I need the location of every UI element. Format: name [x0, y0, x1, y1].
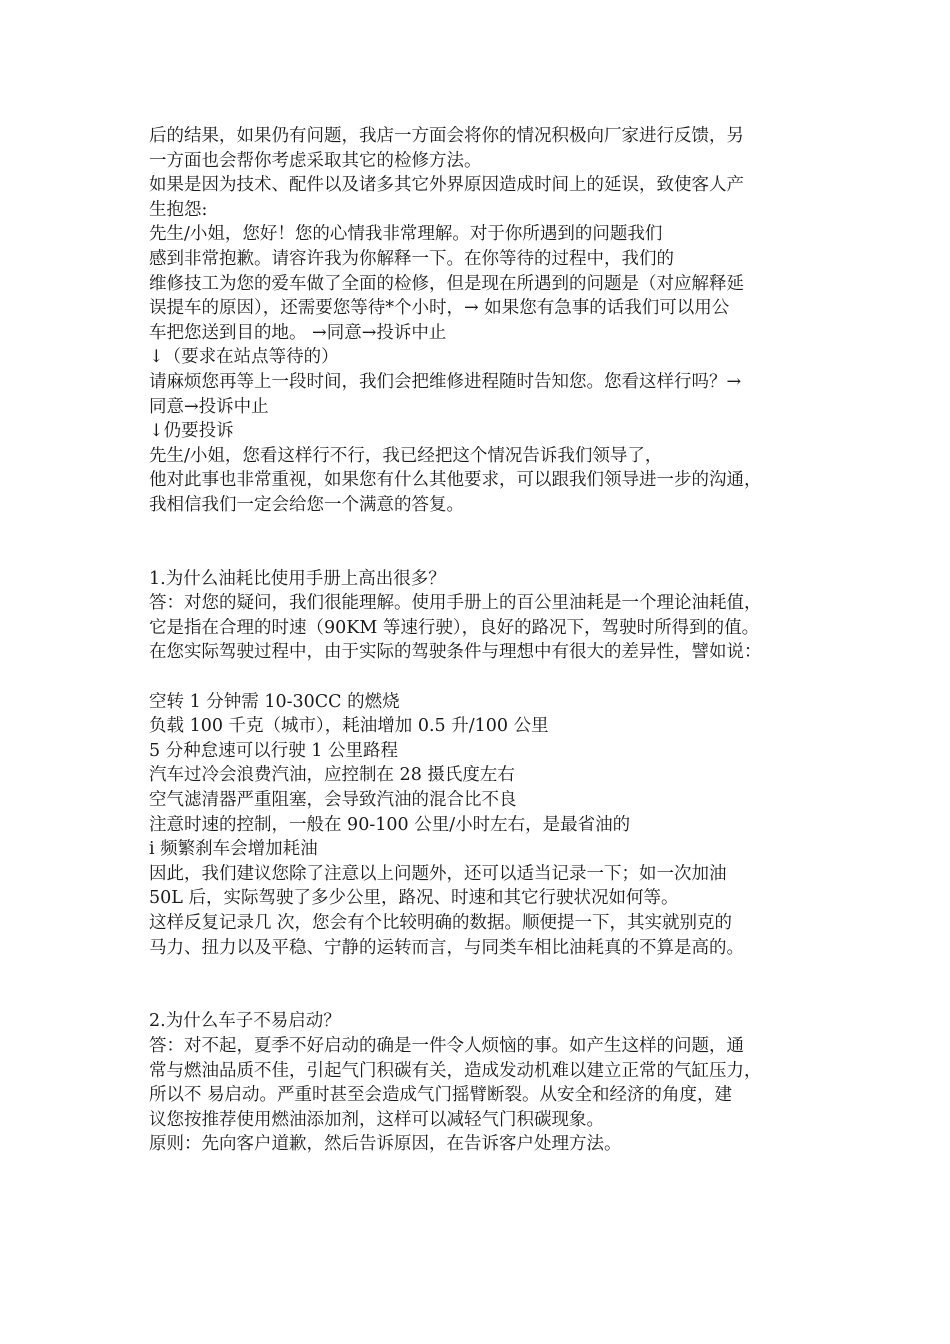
text-line: 感到非常抱歉。请容许我为你解释一下。在你等待的过程中，我们的: [149, 248, 674, 269]
text-line: 在您实际驾驶过程中，由于实际的驾驶条件与理想中有很大的差异性，譬如说：: [149, 642, 762, 663]
text-line: 2.为什么车子不易启动？: [149, 1011, 341, 1032]
text-line: 原则：先向客户道歉，然后告诉原因，在告诉客户处理方法。: [149, 1134, 622, 1155]
text-line: 一方面也会帮你考虑采取其它的检修方法。: [149, 150, 482, 171]
text-line: 马力、扭力以及平稳、宁静的运转而言，与同类车相比油耗真的不算是高的。: [149, 937, 744, 958]
text-line: 生抱怨:: [149, 199, 208, 220]
text-line: ↓（要求在站点等待的）: [149, 347, 339, 368]
text-line: 答：对不起，夏季不好启动的确是一件令人烦恼的事。如产生这样的问题，通: [149, 1035, 744, 1056]
text-line: 5 分种怠速可以行驶 1 公里路程: [149, 740, 398, 761]
blank-line: [149, 542, 819, 567]
blank-line: [149, 665, 819, 690]
text-line: 误提车的原因），还需要您等待*个小时，→ 如果您有急事的话我们可以用公: [149, 298, 730, 319]
text-line: 我相信我们一定会给您一个满意的答复。: [149, 494, 464, 515]
text-line: 维修技工为您的爱车做了全面的检修，但是现在所遇到的问题是（对应解释延: [149, 273, 744, 294]
text-line: 先生/小姐，您看这样行不行，我已经把这个情况告诉我们领导了，: [149, 445, 663, 466]
text-line: 负载 100 千克（城市），耗油增加 0.5 升/100 公里: [149, 716, 549, 737]
text-line: ↓仍要投诉: [149, 421, 234, 442]
text-line: 请麻烦您再等上一段时间，我们会把维修进程随时告知您。您看这样行吗？→: [149, 371, 742, 392]
blank-line: [149, 518, 819, 543]
text-line: i 频繁刹车会增加耗油: [149, 839, 318, 860]
text-line: 所以不 易启动。严重时甚至会造成气门摇臂断裂。从安全和经济的角度，建: [149, 1085, 733, 1106]
text-line: 因此，我们建议您除了注意以上问题外，还可以适当记录一下；如一次加油: [149, 863, 727, 884]
text-line: 汽车过冷会浪费汽油，应控制在 28 摄氏度左右: [149, 765, 515, 786]
text-line: 后的结果，如果仍有问题，我店一方面会将你的情况积极向厂家进行反馈，另: [149, 126, 744, 146]
text-line: 这样反复记录几 次，您会有个比较明确的数据。顺便提一下，其实就别克的: [149, 913, 733, 933]
text-line: 同意→投诉中止: [149, 396, 269, 417]
text-line: 他对此事也非常重视，如果您有什么其他要求，可以跟我们领导进一步的沟通，: [149, 470, 762, 491]
text-line: 空转 1 分钟需 10-30CC 的燃烧: [149, 691, 400, 712]
text-line: 50L 后，实际驾驶了多少公里，路况、时速和其它行驶状况如何等。: [149, 888, 679, 909]
text-line: 先生/小姐，您好！您的心情我非常理解。对于你所遇到的问题我们: [149, 224, 663, 245]
blank-line: [149, 985, 819, 1010]
text-line: 注意时速的控制，一般在 90-100 公里/小时左右，是最省油的: [149, 814, 631, 835]
text-line: 1.为什么油耗比使用手册上高出很多？: [149, 568, 446, 589]
text-line: 它是指在合理的时速（90KM 等速行驶），良好的路况下，驾驶时所得到的值。: [149, 617, 760, 638]
text-line: 空气滤清器严重阻塞，会导致汽油的混合比不良: [149, 790, 517, 811]
text-line: 车把您送到目的地。 →同意→投诉中止: [149, 322, 447, 343]
text-line: 议您按推荐使用燃油添加剂，这样可以减轻气门积碳现象。: [149, 1109, 604, 1130]
document-body: [149, 124, 819, 1157]
text-line: 答：对您的疑问，我们很能理解。使用手册上的百公里油耗是一个理论油耗值，: [149, 593, 762, 614]
text-line: 如果是因为技术、配件以及诸多其它外界原因造成时间上的延误，致使客人产: [149, 175, 744, 196]
text-line: 常与燃油品质不佳，引起气门积碳有关，造成发动机难以建立正常的气缸压力，: [149, 1060, 762, 1081]
blank-line: [149, 960, 819, 985]
